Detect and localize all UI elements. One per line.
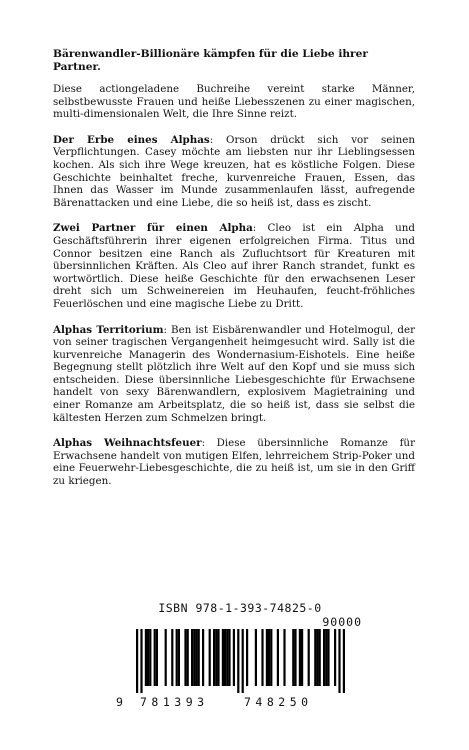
barcode-bar — [255, 629, 257, 686]
barcode-bar — [270, 629, 272, 686]
isbn-label: ISBN 978-1-393-74825-0 — [158, 601, 322, 615]
barcode-bar — [195, 629, 197, 686]
barcode-bar — [198, 629, 200, 686]
barcode-bar — [136, 629, 138, 693]
book-description-2: : Cleo ist ein Alpha und Geschäftsführerin ihrer eigenen erfolgreichen Firma. Titus und Connor besitzen eine Ranch als Zufluchtsort für Kreaturen mit übersinnlichen Kräften. Als Cleo auf ihrer Ranch strandet, funkt es wortwörtlich. Diese heiße Geschichte für den erwachsenen Leser dreht sich um Schweinereien im Heuhaufen, feucht-fröhliches Feuerlöschen und eine magische Liebe zu Dritt. — [53, 222, 415, 310]
barcode-bar — [292, 629, 294, 686]
barcode-bar — [215, 629, 217, 686]
barcode-bar — [334, 629, 336, 686]
ean-right-group: 748250 — [244, 695, 313, 709]
barcode-bar — [178, 629, 180, 686]
barcode-bar — [268, 629, 270, 686]
book-description-4: : Diese übersinnliche Romanze für Erwachsene handelt von mutigen Elfen, lehrreichem Strip-Poker und eine Feuerwehr-Liebesgeschichte, die zu heiß ist, um sie in den Griff zu kriegen. — [53, 437, 415, 488]
intro-paragraph: Diese actiongeladene Buchreihe vereint starke Männer, selbstbewusste Frauen und heiße Liebesszenen zu einer magischen, multi-dimensionalen Welt, die Ihre Sinne reizt. — [53, 83, 415, 121]
barcode-bar — [323, 629, 325, 686]
barcode-bar — [233, 629, 235, 686]
ean-barcode — [124, 629, 356, 693]
ean-first-digit: 9 — [116, 695, 123, 709]
barcode-bar — [171, 629, 173, 686]
barcode-bar — [147, 629, 149, 686]
barcode-bar — [149, 629, 151, 686]
isbn-barcode-block — [116, 601, 364, 709]
barcode-bar — [202, 629, 204, 686]
barcode-bar — [193, 629, 195, 686]
book-title-1: Der Erbe eines Alphas — [53, 133, 210, 146]
book-blurb-2 — [53, 222, 415, 310]
barcode-bar — [338, 629, 340, 693]
barcode-bar — [191, 629, 193, 686]
barcode-bar — [325, 629, 327, 686]
barcode-bar — [209, 629, 211, 686]
intro-heading: Bärenwandler-Billionäre kämpfen für die Liebe ihrer Partner. — [53, 48, 368, 73]
barcode-bar — [156, 629, 158, 686]
ean-left-group: 781393 — [140, 695, 209, 709]
barcode-bar — [308, 629, 310, 686]
barcode-bar — [222, 629, 224, 686]
price-code: 90000 — [322, 615, 362, 629]
back-cover-text — [53, 48, 415, 501]
barcode-bar — [213, 629, 215, 686]
barcode-bar — [176, 629, 178, 686]
barcode-bar — [187, 629, 189, 686]
barcode-bar — [226, 629, 228, 686]
barcode-bar — [261, 629, 263, 686]
barcode-bar — [165, 629, 167, 686]
barcode-bar — [327, 629, 329, 686]
barcode-bar — [140, 629, 142, 693]
barcode-bar — [246, 629, 248, 686]
barcode-bar — [237, 629, 239, 693]
barcode-bar — [294, 629, 296, 686]
barcode-bar — [154, 629, 156, 686]
barcode-bar — [343, 629, 345, 693]
barcode-bar — [184, 629, 186, 686]
book-description-1: : Orson drückt sich vor seinen Verpflichtungen. Casey möchte am liebsten nur ihr Lieblingsessen kochen. Als sich ihre Wege kreuzen, hat es köstliche Folgen. Diese Geschichte beinhaltet freche, kurvenreiche Frauen, Essen, das Ihnen das Wasser im Munde zusammenlaufen lässt, aufregende Bärenattacken und eine Liebe, die so heiß ist, dass es zischt. — [53, 133, 416, 209]
barcode-bar — [228, 629, 230, 686]
barcode-bar — [301, 629, 303, 686]
book-blurb-4 — [53, 437, 415, 487]
barcode-bar — [217, 629, 219, 686]
book-title-4: Alphas Weihnachtsfeuer — [53, 437, 202, 450]
book-blurb-1 — [53, 134, 415, 210]
barcode-bar — [299, 629, 301, 686]
barcode-bar — [283, 629, 285, 686]
book-blurb-3 — [53, 324, 415, 425]
barcode-bar — [277, 629, 279, 686]
book-title-2: Zwei Partner für einen Alpha — [53, 222, 253, 235]
barcode-bar — [145, 629, 147, 686]
barcode-bar — [224, 629, 226, 686]
barcode-bar — [266, 629, 268, 686]
barcode-bar — [319, 629, 321, 686]
barcode-bar — [316, 629, 318, 686]
book-description-3: : Ben ist Eisbärenwandler und Hotelmogul, der von seiner tragischen Vergangenheit heimgesucht wird. Sally ist die kurvenreiche Managerin des Wondernasium-Eishotels. Eine heiße Begegnung stellt plötzlich ihre Welt auf den Kopf und sie muss sich entscheiden. Diese übersinnliche Liebesgeschichte für Erwachsene handelt von sexy Bärenwandlern, explosivem Magietraining und einer Romanze am Arbeitsplatz, die so heiß ist, dass sie selbst die kältesten Herzen zum Schmelzen bringt. — [53, 323, 415, 424]
book-title-3: Alphas Territorium — [53, 323, 164, 336]
barcode-bar — [242, 629, 244, 693]
barcode-bar — [314, 629, 316, 686]
